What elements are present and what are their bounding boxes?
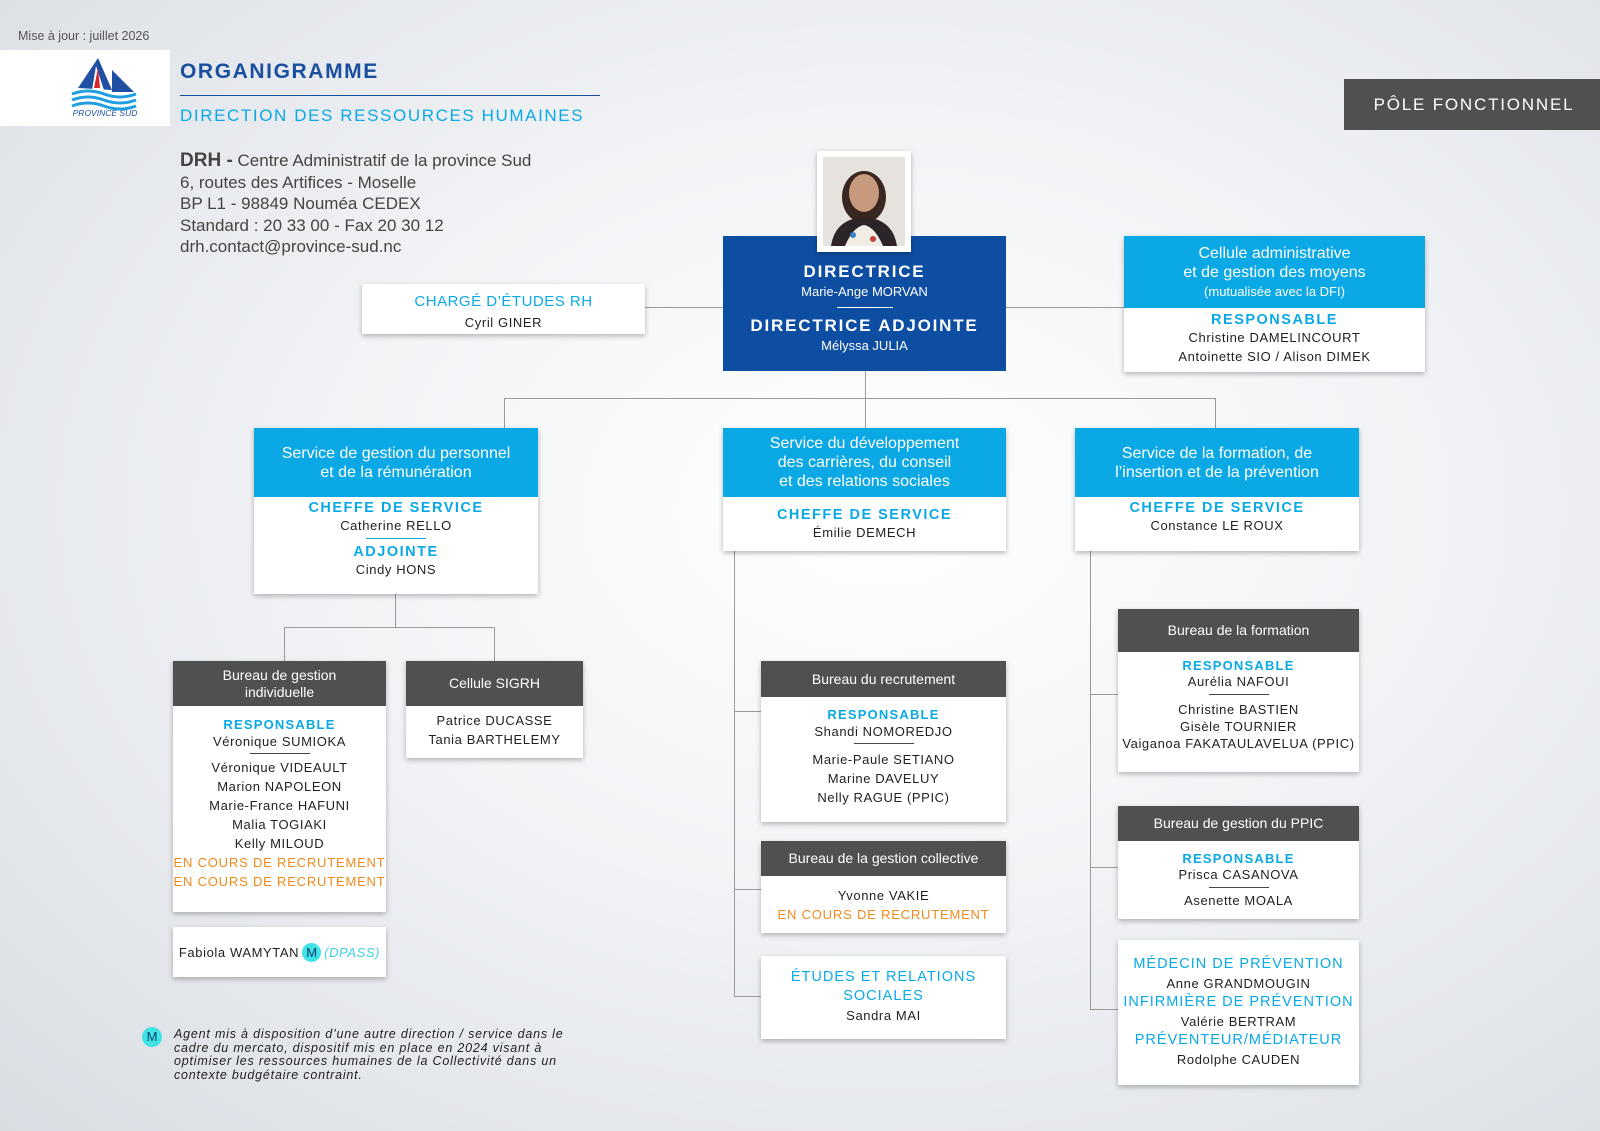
cellule-sigrh-header	[406, 661, 583, 706]
cellule-sigrh-title: Cellule SIGRH	[448, 675, 541, 691]
charge-etudes-title: CHARGÉ D’ÉTUDES RH	[414, 293, 593, 310]
logo	[0, 50, 170, 126]
address-email: drh.contact@province-sud.nc	[180, 237, 402, 256]
cellule-admin-title: et de gestion des moyens	[1183, 263, 1366, 281]
agent-name: Yvonne VAKIE	[837, 888, 930, 903]
connector	[1215, 398, 1216, 428]
responsable-name: Aurélia NAFOUI	[1187, 674, 1290, 689]
agent-name: Marie-France HAFUNI	[209, 798, 350, 813]
etudes-title: SOCIALES	[843, 988, 924, 1004]
person-photo-icon	[823, 157, 905, 246]
chef-service-name: Catherine RELLO	[340, 518, 452, 533]
bureau-formation-title: Bureau de la formation	[1167, 622, 1310, 638]
service-carrieres-title: des carrières, du conseil	[777, 454, 952, 471]
prevention-box	[1118, 940, 1359, 1085]
recruitment-status: EN COURS DE RECRUTEMENT	[173, 855, 386, 870]
connector	[504, 398, 505, 428]
address-line: Centre Administratif de la province Sud	[232, 151, 532, 170]
agent-name: Marion NAPOLEON	[217, 779, 342, 794]
bureau-ppic-title: Bureau de gestion du PPIC	[1153, 815, 1324, 831]
title-underline	[180, 95, 600, 96]
agent-name: Fabiola WAMYTAN	[178, 944, 300, 960]
directrice-photo	[817, 151, 911, 252]
agent-name: Asenette MOALA	[1184, 893, 1293, 908]
agent-name: Kelly MILOUD	[234, 836, 325, 851]
service-formation-box	[1075, 428, 1359, 551]
responsable-name: Véronique SUMIOKA	[212, 734, 347, 749]
drh-label: DRH -	[180, 150, 233, 171]
connector	[734, 711, 761, 712]
agent-name: Nelly RAGUE (PPIC)	[817, 790, 950, 805]
dpass-label: (DPASS)	[324, 944, 381, 960]
service-personnel-box	[254, 428, 538, 594]
connector	[1090, 1009, 1118, 1010]
service-carrieres-header	[723, 428, 1006, 497]
agent-name: Gisèle TOURNIER	[1180, 719, 1297, 734]
cellule-admin-name: Antoinette SIO / Alison DIMEK	[1178, 349, 1371, 364]
charge-etudes-box	[362, 284, 645, 334]
chef-service-role: CHEFFE DE SERVICE	[776, 507, 953, 523]
service-personnel-title: et de la rémunération	[320, 463, 472, 481]
bureau-ppic-header	[1118, 806, 1359, 841]
bureau-recrutement-box	[761, 661, 1006, 822]
agent-name: Malia TOGIAKI	[232, 817, 327, 832]
address-line: Standard : 20 33 00 - Fax 20 30 12	[180, 215, 444, 235]
agent-name: Tania BARTHELEMY	[428, 732, 561, 747]
directrice-adjointe-role: DIRECTRICE ADJOINTE	[750, 316, 979, 335]
chef-service-role: CHEFFE DE SERVICE	[308, 500, 484, 516]
preventeur-role: PRÉVENTEUR/MÉDIATEUR	[1134, 1032, 1343, 1048]
chef-service-role: CHEFFE DE SERVICE	[1129, 500, 1305, 516]
adjointe-role: ADJOINTE	[353, 544, 439, 560]
connector	[395, 594, 396, 627]
connector	[504, 398, 1216, 399]
infirmiere-role: INFIRMIÈRE DE PRÉVENTION	[1123, 994, 1354, 1010]
cellule-admin-name: Christine DAMELINCOURT	[1188, 330, 1361, 345]
service-carrieres-title: et des relations sociales	[779, 473, 950, 490]
directrice-name: Marie-Ange MORVAN	[801, 284, 928, 299]
connector	[284, 627, 495, 628]
responsable-role: RESPONSABLE	[827, 707, 940, 722]
direction-box	[723, 236, 1006, 371]
responsable-role: RESPONSABLE	[223, 717, 336, 732]
pole-badge	[1344, 79, 1600, 130]
connector	[494, 627, 495, 661]
responsable-name: Prisca CASANOVA	[1178, 867, 1299, 882]
address-block	[180, 150, 531, 258]
bureau-individuelle-header	[173, 661, 386, 706]
agent-name: Vaiganoa FAKATAULAVELUA (PPIC)	[1122, 736, 1355, 751]
service-formation-title: l’insertion et de la prévention	[1115, 463, 1319, 481]
service-formation-header	[1075, 428, 1359, 497]
logo-text: PROVINCE SUD	[72, 108, 138, 118]
etudes-title: ÉTUDES ET RELATIONS	[790, 969, 977, 985]
bureau-individuelle-title: individuelle	[244, 683, 315, 700]
medecin-role: MÉDECIN DE PRÉVENTION	[1133, 956, 1344, 972]
cellule-admin-title: Cellule administrative	[1198, 244, 1351, 262]
page-title: ORGANIGRAMME	[180, 60, 379, 83]
cellule-admin-role: RESPONSABLE	[1211, 312, 1338, 328]
connector	[645, 307, 725, 308]
connector	[284, 627, 285, 661]
connector	[734, 996, 761, 997]
charge-etudes-name: Cyril GINER	[464, 315, 543, 330]
mercato-badge: M	[302, 943, 321, 962]
chef-service-name: Constance LE ROUX	[1150, 518, 1284, 533]
bureau-ppic-box	[1118, 806, 1359, 919]
connector	[734, 889, 761, 890]
service-personnel-header	[254, 428, 538, 497]
update-date: Mise à jour : juillet 2026	[18, 29, 150, 43]
recruitment-status: EN COURS DE RECRUTEMENT	[173, 874, 386, 889]
cellule-admin-subtitle: (mutualisée avec la DFI)	[1204, 283, 1345, 299]
address-line: BP L1 - 98849 Nouméa CEDEX	[180, 194, 421, 213]
bureau-recrutement-header	[761, 661, 1006, 697]
responsable-name: Shandi NOMOREDJO	[814, 724, 953, 739]
service-carrieres-box	[723, 428, 1006, 551]
bureau-collective-box	[761, 841, 1006, 933]
connector	[1006, 307, 1124, 308]
directrice-role: DIRECTRICE	[803, 262, 926, 281]
preventeur-name: Rodolphe CAUDEN	[1176, 1052, 1301, 1067]
etudes-relations-box	[761, 956, 1006, 1039]
agent-name: Véronique VIDEAULT	[211, 760, 348, 775]
connector	[1090, 551, 1091, 1010]
service-carrieres-title: Service du développement	[769, 435, 960, 452]
bureau-individuelle-title: Bureau de gestion	[222, 666, 337, 683]
bureau-collective-title: Bureau de la gestion collective	[788, 850, 979, 866]
responsable-role: RESPONSABLE	[1182, 851, 1295, 866]
mercato-agent-box	[173, 927, 386, 977]
cellule-admin-box	[1124, 236, 1425, 372]
legend-badge: M	[142, 1027, 162, 1047]
infirmiere-name: Valérie BERTRAM	[1180, 1014, 1297, 1029]
address-line: 6, routes des Artifices - Moselle	[180, 172, 417, 192]
directrice-adjointe-name: Mélyssa JULIA	[821, 338, 908, 353]
agent-name: Marie-Paule SETIANO	[812, 752, 955, 767]
connector	[1090, 694, 1118, 695]
legend-text: Agent mis à disposition d’une autre direction / service dans le cadre du mercato, dispositif mis en place en 2024 visant à optimiser les ressources humaines de la Collectivité dans un contexte budgétaire contraint.	[174, 1027, 564, 1082]
connector	[865, 371, 866, 428]
chef-service-name: Émilie DEMECH	[812, 525, 917, 540]
agent-name: Patrice DUCASSE	[436, 713, 553, 728]
adjointe-name: Cindy HONS	[355, 562, 437, 577]
service-formation-title: Service de la formation, de	[1121, 444, 1313, 462]
connector	[1090, 867, 1118, 868]
agent-name: Sandra MAI	[846, 1008, 921, 1023]
bureau-formation-box	[1118, 609, 1359, 772]
bureau-recrutement-title: Bureau du recrutement	[811, 670, 956, 687]
agent-name: Marine DAVELUY	[827, 771, 940, 786]
cellule-admin-header	[1124, 236, 1425, 308]
cellule-sigrh-box	[406, 661, 583, 758]
bureau-individuelle-box	[173, 661, 386, 912]
agent-name: Christine BASTIEN	[1178, 702, 1299, 717]
service-personnel-title: Service de gestion du personnel	[281, 444, 511, 462]
pole-label: PÔLE FONCTIONNEL	[1373, 94, 1575, 114]
bureau-collective-header	[761, 841, 1006, 876]
bureau-formation-header	[1118, 609, 1359, 652]
medecin-name: Anne GRANDMOUGIN	[1166, 976, 1311, 991]
connector	[734, 551, 735, 997]
page-subtitle: DIRECTION DES RESSOURCES HUMAINES	[180, 106, 585, 125]
responsable-role: RESPONSABLE	[1182, 658, 1295, 673]
recruitment-status: EN COURS DE RECRUTEMENT	[777, 907, 990, 922]
